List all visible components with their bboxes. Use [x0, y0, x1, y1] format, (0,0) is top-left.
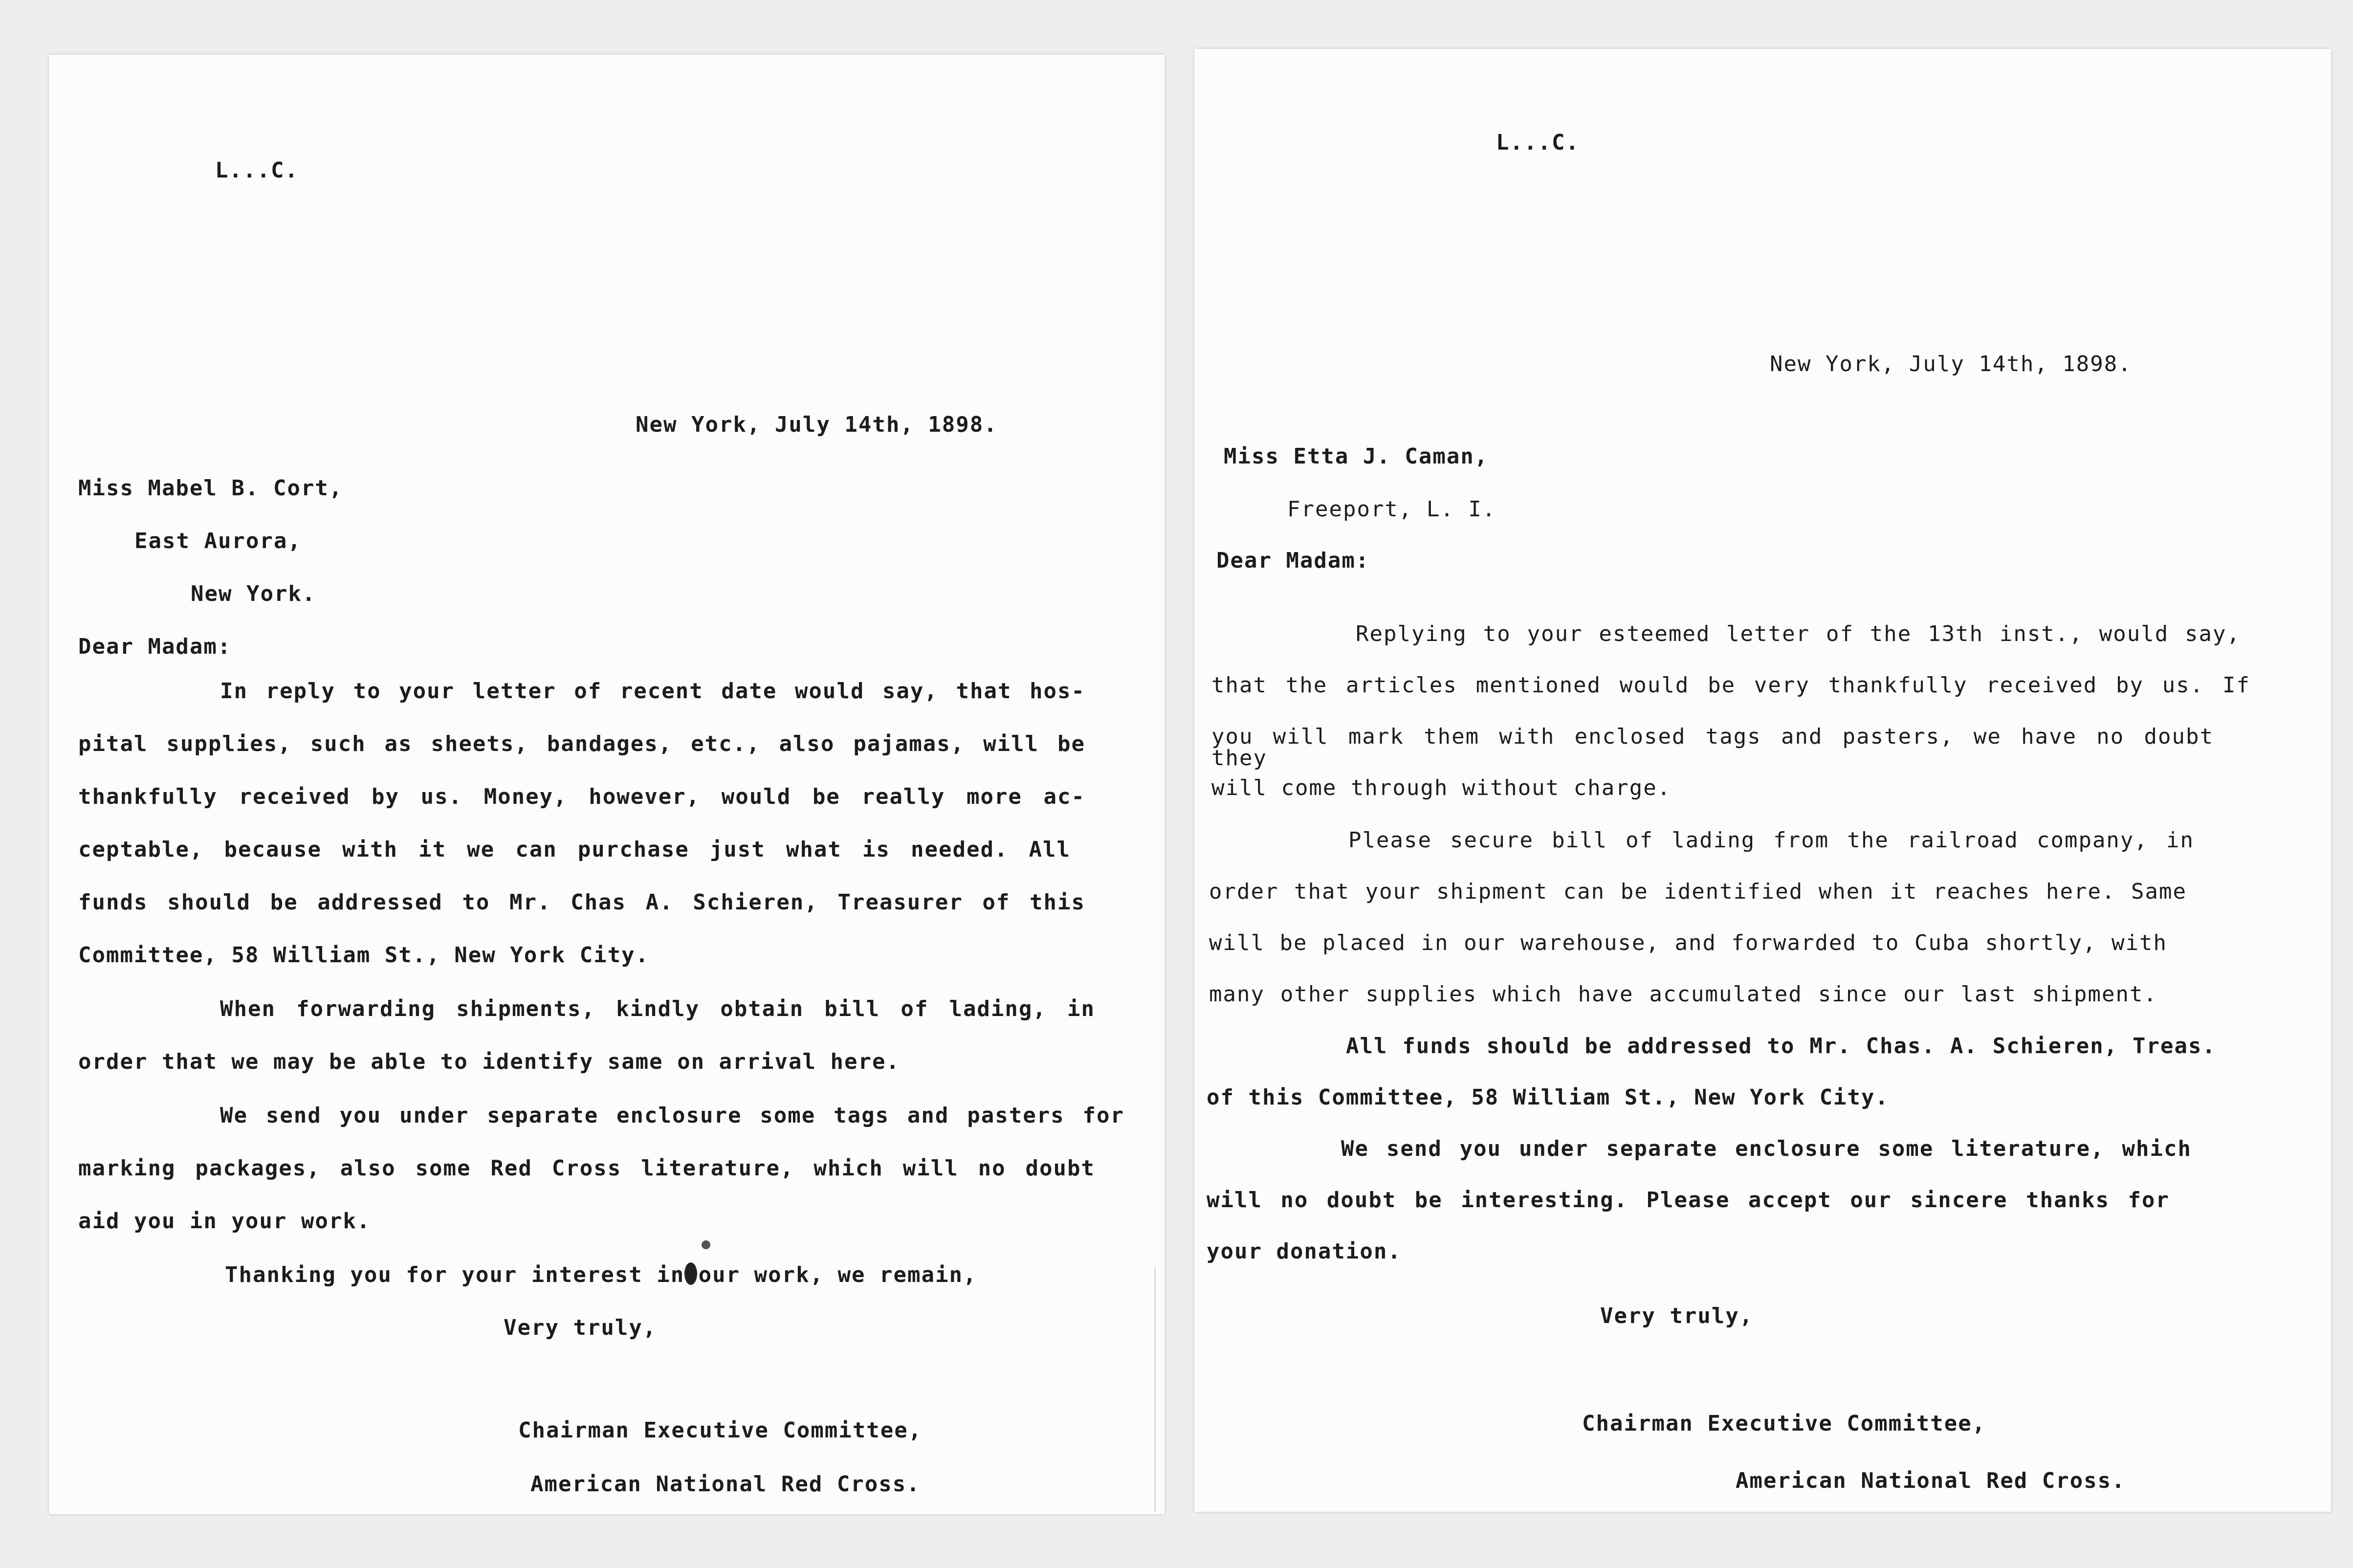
body-line: your donation.: [1207, 1239, 1402, 1264]
body-line: All funds should be addressed to Mr. Chas. A. Schieren, Treas.: [1346, 1034, 2216, 1059]
place-date: New York, July 14th, 1898.: [636, 412, 998, 437]
body-line: will no doubt be interesting. Please accept our sincere thanks for: [1207, 1188, 2170, 1213]
body-line: Please secure bill of lading from the railroad company, in: [1348, 828, 2194, 853]
body-line: aid you in your work.: [78, 1209, 371, 1234]
reference-mark: L...C.: [1496, 130, 1580, 155]
body-line: of this Committee, 58 William St., New York City.: [1207, 1085, 1890, 1110]
signature-line: Chairman Executive Committee,: [518, 1418, 923, 1443]
reference-mark: L...C.: [215, 158, 299, 183]
fold-crease: [1154, 1267, 1156, 1512]
body-line: thankfully received by us. Money, however, would be really more ac-: [78, 784, 1085, 809]
body-line: pital supplies, such as sheets, bandages, etc., also pajamas, will be: [78, 731, 1085, 756]
letter-right-page: [1194, 49, 2331, 1512]
closing: Very truly,: [1600, 1303, 1754, 1328]
signature-line: Chairman Executive Committee,: [1582, 1411, 1986, 1436]
body-line: Replying to your esteemed letter of the 13th inst., would say,: [1356, 621, 2241, 646]
body-line: Committee, 58 William St., New York City.: [78, 943, 650, 968]
salutation: Dear Madam:: [78, 634, 232, 659]
letter-left-page: [49, 55, 1165, 1514]
body-line: When forwarding shipments, kindly obtain bill of lading, in: [220, 996, 1095, 1021]
body-line: In reply to your letter of recent date would say, that hos-: [220, 679, 1085, 704]
ink-blot: [702, 1240, 710, 1249]
body-line: We send you under separate enclosure some tags and pasters for: [220, 1103, 1124, 1128]
body-line: order that your shipment can be identified when it reaches here. Same: [1209, 879, 2187, 904]
body-line: order that we may be able to identify same on arrival here.: [78, 1049, 900, 1074]
body-line: that the articles mentioned would be very thankfully received by us. If: [1211, 673, 2250, 698]
closing: Very truly,: [504, 1315, 657, 1340]
salutation: Dear Madam:: [1216, 548, 1370, 573]
addressee-line: East Aurora,: [134, 529, 302, 553]
place-date: New York, July 14th, 1898.: [1770, 352, 2132, 376]
addressee-line: Miss Etta J. Caman,: [1224, 444, 1489, 469]
body-line: Thanking you for your interest in our work, we remain,: [225, 1262, 977, 1287]
body-line: marking packages, also some Red Cross literature, which will no doubt: [78, 1156, 1095, 1181]
signature-line: American National Red Cross.: [530, 1472, 921, 1497]
body-line: will be placed in our warehouse, and forwarded to Cuba shortly, with: [1209, 930, 2167, 955]
addressee-line: New York.: [191, 581, 316, 606]
addressee-line: Miss Mabel B. Cort,: [78, 476, 343, 501]
addressee-line: Freeport, L. I.: [1287, 497, 1496, 522]
body-line: will come through without charge.: [1211, 775, 1671, 800]
signature-line: American National Red Cross.: [1736, 1468, 2126, 1493]
body-line: many other supplies which have accumulated since our last shipment.: [1209, 982, 2157, 1007]
body-line: We send you under separate enclosure some literature, which: [1341, 1136, 2192, 1161]
body-line: you will mark them with enclosed tags and pasters, we have no doubt they: [1211, 724, 2214, 771]
body-line: ceptable, because with it we can purchase just what is needed. All: [78, 837, 1071, 862]
body-line: funds should be addressed to Mr. Chas A. Schieren, Treasurer of this: [78, 890, 1085, 915]
